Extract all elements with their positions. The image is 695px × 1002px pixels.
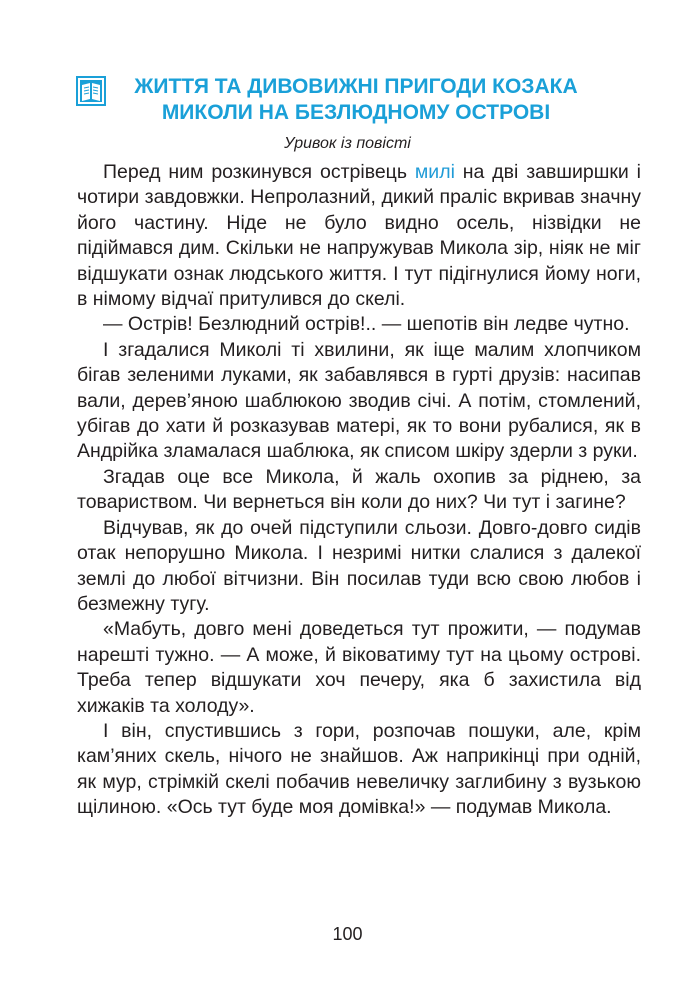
paragraph-1-rest: на дві завширшки і чотири завдовжки. Непролазний, дикий праліс вкривав значну його частину. Ніде не було видно осель, нізвідки не підіймався дим. Скільки не напружував Микола зір, ніяк не міг відшукати ознак людського життя. І тут підігнулися йому ноги, в німому відчаї притулився до скелі. (77, 161, 642, 311)
glossary-term-mili[interactable]: милі (414, 161, 455, 183)
paragraph-1 (77, 160, 641, 312)
paragraph-2: — Острів! Безлюдний острів!.. — шепотів він ледве чутно. (103, 313, 630, 336)
paragraph-5: Відчував, як до очей підступили сльози. Довго-довго сидів отак непорушно Микола. І незримі нитки слалися з далекої землі до любої вітчизни. Він посилав туди всю свою любов і безмежну тугу. (77, 516, 641, 615)
page-number: 100 (332, 924, 363, 944)
chapter-title (76, 74, 636, 126)
chapter-title-line-1: ЖИТТЯ ТА ДИВОВИЖНІ ПРИГОДИ КОЗАКА (134, 75, 578, 98)
paragraph-4: Згадав оце все Микола, й жаль охопив за ріднею, за товариством. Чи вернеться він коли до них? Чи тут і загине? (77, 465, 641, 514)
story-text (77, 160, 641, 821)
paragraph-7: І він, спустившись з гори, розпочав пошуки, але, крім кам’яних скель, нічого не знайшов. Аж наприкінці при одній, як мур, стрімкій скелі побачив невеличку заглибину з вузькою щілиною. «Ось тут буде моя домівка!» — подумав Микола. (77, 719, 641, 819)
paragraph-1-start: Перед ним розкинувся острівець (103, 161, 415, 183)
paragraph-6: «Мабуть, довго мені доведеться тут прожити, — подумав нарешті тужно. — А може, й віковатиму тут на цьому острові. Треба тепер відшукати хоч печеру, яка б захистила від хижаків та холоду». (77, 618, 641, 717)
chapter-subtitle: Уривок із повісті (284, 135, 411, 152)
paragraph-3: І згадалися Миколі ті хвилини, як іще малим хлопчиком бігав зеленими луками, як забавлявся в гурті друзів: насипав вали, дерев’яною шаблюкою зводив січі. А потім, стомлений, убігав до хати й розказував матері, як то вони рубалися, як в Андрійка зламалася шаблюка, як списом шкіру здерли з руки. (77, 338, 641, 463)
chapter-title-line-2: МИКОЛИ НА БЕЗЛЮДНОМУ ОСТРОВІ (161, 101, 551, 124)
